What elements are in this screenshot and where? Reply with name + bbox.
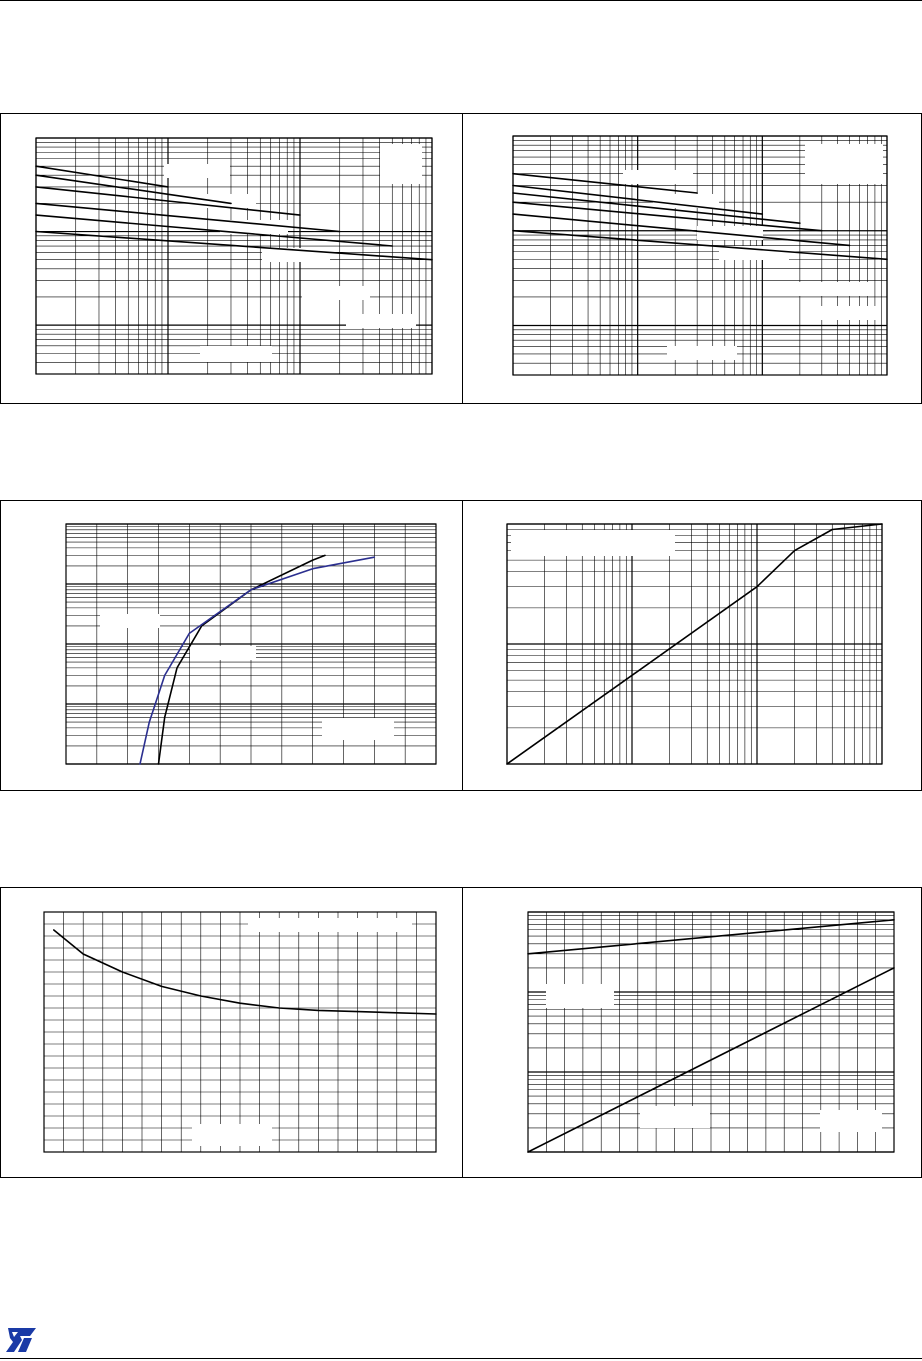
label-box bbox=[805, 144, 883, 184]
label-box bbox=[322, 718, 394, 740]
label-box bbox=[719, 246, 789, 260]
chart-6 bbox=[528, 912, 894, 1152]
chart-4 bbox=[507, 524, 882, 764]
panel-divider bbox=[462, 114, 463, 403]
label-box bbox=[190, 646, 256, 660]
label-box bbox=[346, 314, 416, 328]
st-logo bbox=[4, 1326, 38, 1354]
series-line-1 bbox=[36, 166, 168, 187]
label-box bbox=[380, 144, 422, 184]
label-box bbox=[302, 286, 370, 300]
label-box bbox=[192, 1124, 272, 1146]
label-box bbox=[200, 346, 272, 362]
label-box bbox=[797, 282, 873, 296]
label-box bbox=[546, 984, 614, 1008]
series-line-5 bbox=[513, 214, 850, 245]
label-box bbox=[164, 164, 230, 178]
label-box bbox=[697, 226, 763, 240]
label-box bbox=[640, 1106, 710, 1128]
chart-2 bbox=[513, 136, 887, 375]
chart-3 bbox=[66, 524, 436, 764]
chart-5 bbox=[44, 912, 436, 1152]
label-box bbox=[100, 614, 160, 628]
label-box bbox=[623, 170, 693, 184]
panel-divider bbox=[462, 888, 463, 1177]
chart-1 bbox=[36, 138, 432, 374]
label-box bbox=[809, 306, 879, 320]
panel-divider bbox=[462, 501, 463, 790]
label-box bbox=[511, 530, 675, 556]
label-box bbox=[820, 1110, 882, 1132]
label-box bbox=[667, 346, 737, 360]
label-box bbox=[194, 194, 256, 208]
footer-rule bbox=[0, 1358, 922, 1359]
label-box bbox=[248, 918, 412, 932]
header-rule bbox=[0, 0, 922, 1]
